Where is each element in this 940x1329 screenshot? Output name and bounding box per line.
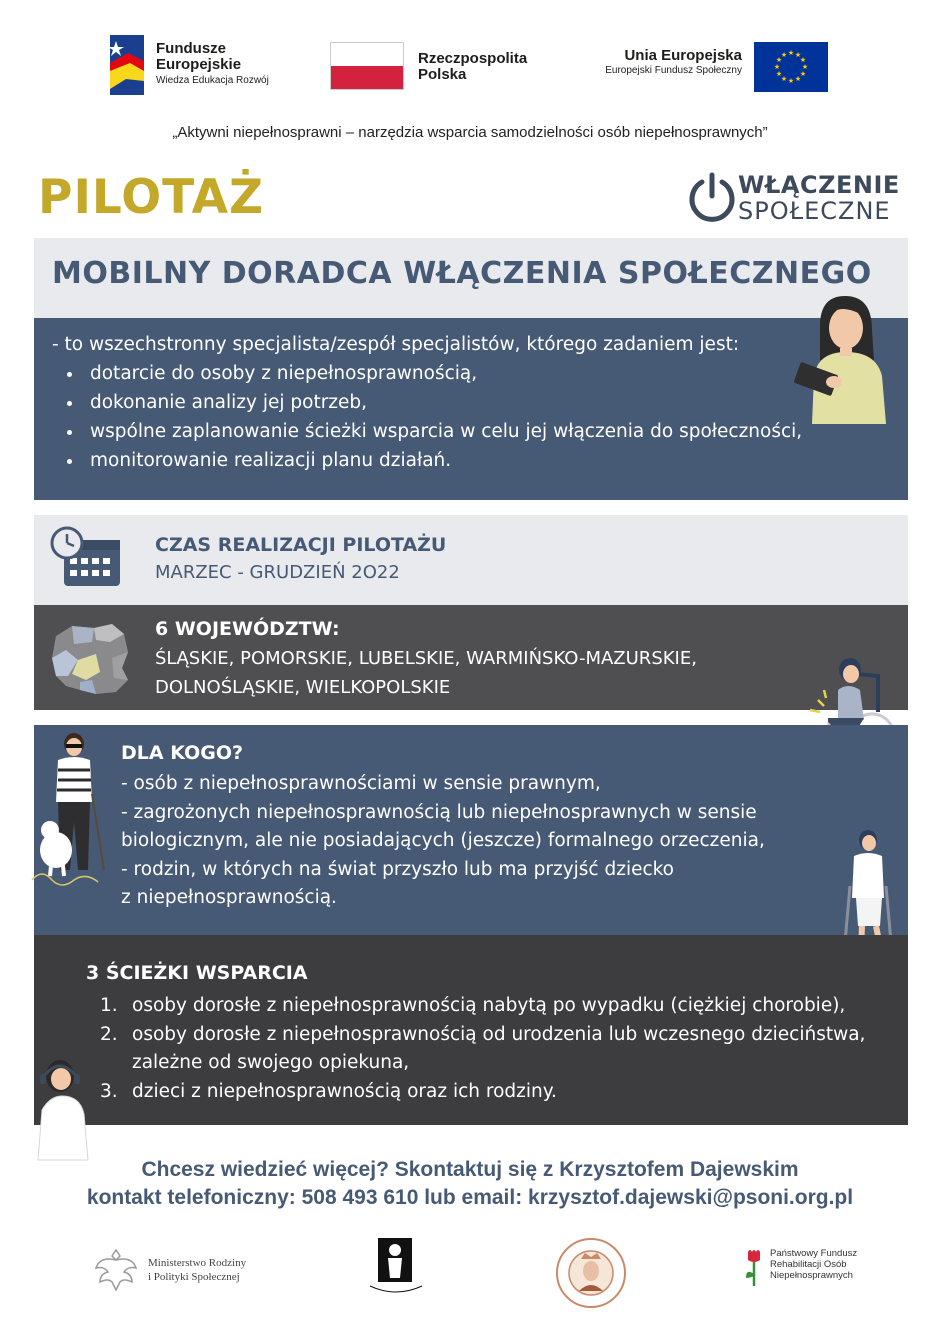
svg-text:★: ★ [780,75,788,83]
svg-text:★: ★ [775,56,783,64]
fundacja-krolowej-seal [555,1237,627,1309]
ministry-line2: i Polityki Społecznej [148,1271,240,1283]
dla-kogo-line: - zagrożonych niepełnosprawnością lub niepełnosprawnych w sensie [121,801,757,823]
svg-text:★: ★ [801,63,809,71]
contact-line2: kontakt telefoniczny: 508 493 610 lub email: krzysztof.dajewski@psoni.org.pl [86,1186,854,1209]
main-bullets [64,359,832,475]
headphones-user-illustration [30,1054,92,1162]
polish-eagle-icon [94,1246,138,1292]
sciezka-item [100,1078,900,1107]
sciezka-item [100,1021,900,1078]
contact-line1: Chcesz wiedzieć więcej? Skontaktuj się z Krzysztofem Dajewskim [141,1158,799,1181]
eu-flag-icon [754,42,828,92]
sciezki-list [100,992,900,1106]
pfron-tulip-icon [744,1248,766,1288]
pfron-line2: Rehabilitacji Osób [770,1259,847,1270]
dla-kogo-lines [121,770,765,913]
guide-dog-user-illustration [28,730,116,896]
fe-subtitle: Wiedza Edukacja Rozwój [156,75,269,87]
wojewodztwa-line1: ŚLĄSKIE, POMORSKIE, LUBELSKIE, WARMIŃSKO-MAZURSKIE, [155,648,697,669]
pilot-label: PILOTAŻ [38,170,265,225]
svg-text:★: ★ [787,49,795,57]
sciezka-text-cont: zależne od swojego opiekuna, [132,1052,410,1073]
svg-text:★: ★ [794,75,802,83]
dla-kogo-title: DLA KOGO? [121,742,243,764]
ue-subtitle: Europejski Fundusz Społeczny [605,65,742,77]
advisor-illustration [790,290,890,426]
rp-line2: Polska [418,66,467,84]
polish-flag-icon [330,42,404,90]
main-bullet: • dokonanie analizy jej potrzeb, [84,388,832,417]
fe-title [156,41,269,73]
wojewodztwa-title: 6 WOJEWÓDZTW: [155,618,340,640]
svg-text:★: ★ [773,63,781,71]
pfron-line1: Państwowy Fundusz [770,1248,858,1259]
sciezka-text: osoby dorosłe z niepełnosprawnością nabytą po wypadku (ciężkiej chorobie), [132,995,846,1016]
wlaczenie-line1: WŁĄCZENIE [738,171,900,199]
fe-title-line1: Fundusze [156,40,226,57]
rzeczpospolita-logo [330,42,550,94]
unia-europejska-logo [580,42,830,94]
main-bullet: • monitorowanie realizacji planu działań. [84,446,832,475]
main-description [52,330,832,475]
power-icon [688,172,736,222]
ministerstwo-logo [94,1246,274,1294]
sciezka-number: 3. [100,1080,118,1102]
poland-map-icon [50,620,132,698]
fe-star-icon [108,33,146,97]
fundusze-europejskie-logo [108,33,293,97]
svg-text:★: ★ [794,51,802,59]
project-title: „Aktywni niepełnosprawni – narzędzia wsparcia samodzielności osób niepełnosprawnych” [172,124,768,141]
svg-text:★: ★ [775,70,783,78]
sciezka-item [100,992,900,1021]
dla-kogo-line: z niepełnosprawnością. [121,887,337,908]
main-bullet: • wspólne zaplanowanie ścieżki wsparcia w celu jej włączenia do społeczności, [84,417,832,446]
dla-kogo-line: - rodzin, w których na świat przyszło lub ma przyjść dziecko [121,858,675,880]
rp-line1: Rzeczpospolita [418,50,528,67]
main-heading: MOBILNY DORADCA WŁĄCZENIA SPOŁECZNEGO [52,256,872,291]
ministry-line1: Ministerstwo Rodziny [148,1257,247,1269]
sciezka-text: osoby dorosłe z niepełnosprawnością od urodzenia lub wczesnego dzieciństwa, [132,1023,866,1045]
svg-text:★: ★ [780,51,788,59]
sciezki-title: 3 ŚCIEŻKI WSPARCIA [86,962,308,984]
sciezka-text: dzieci z niepełnosprawnością oraz ich rodziny. [132,1080,557,1102]
main-intro: - to wszechstronny specjalista/zespół specjalistów, którego zadaniem jest: [52,334,740,355]
svg-text:★: ★ [799,70,807,78]
ue-title: Unia Europejska [624,47,742,64]
wlaczenie-line2: SPOŁECZNE [738,197,891,225]
wojewodztwa-line2: DOLNOŚLĄSKIE, WIELKOPOLSKIE [155,677,451,698]
svg-text:★: ★ [799,56,807,64]
pfron-line3: Niepełnosprawnych [770,1270,853,1281]
psoni-logo [366,1236,426,1298]
wlaczenie-spoleczne-logo [688,170,898,226]
calendar-clock-icon [50,526,122,588]
sciezka-number: 1. [100,995,118,1016]
sciezka-number: 2. [100,1023,118,1045]
main-bullet: • dotarcie do osoby z niepełnosprawnością, [84,359,832,388]
svg-text:★: ★ [787,77,795,85]
dla-kogo-line: - osób z niepełnosprawnościami w sensie prawnym, [121,773,601,794]
dla-kogo-line: biologicznym, ale nie posiadających (jeszcze) formalnego orzeczenia, [121,830,765,851]
pfron-logo [744,1248,874,1296]
czas-title: CZAS REALIZACJI PILOTAŻU [155,534,447,556]
fe-title-line2: Europejskie [156,56,242,74]
czas-value: MARZEC - GRUDZIEŃ 2O22 [155,562,400,583]
